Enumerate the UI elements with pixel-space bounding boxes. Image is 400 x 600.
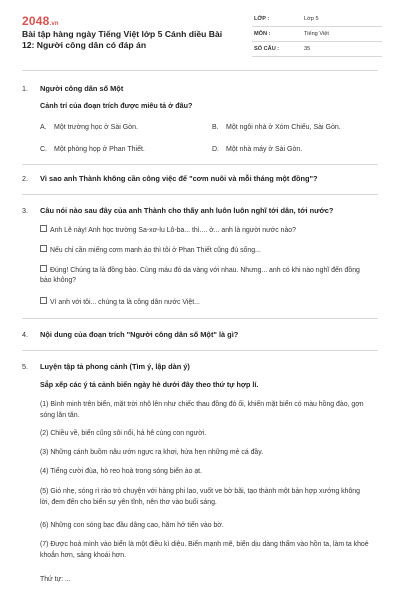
option-b[interactable]: B. Một ngôi nhà ở Xóm Chiếu, Sài Gòn.	[212, 124, 341, 131]
question-number: 3.	[22, 206, 28, 215]
checkbox-option[interactable]: Nếu chỉ cần miếng cơm manh áo thì tôi ở Phan Thiết cũng đủ sống...	[40, 245, 370, 256]
answer-prompt[interactable]: Thứ tự: ...	[40, 576, 71, 583]
question-title: Người công dân số Một	[40, 84, 124, 93]
paragraph-item: (2) Chiều về, biển cũng sôi nổi, hả hê cùng con người.	[40, 430, 207, 437]
question-number: 1.	[22, 84, 28, 93]
logo-suffix: .vn	[49, 21, 59, 27]
paragraph-item: (3) Những cánh buồm nâu ướn ngực ra khơi, hứa hẹn những mẻ cá đầy.	[40, 449, 264, 456]
checkbox-icon[interactable]	[40, 225, 47, 232]
option-d[interactable]: D. Một nhà máy ở Sài Gòn.	[212, 146, 303, 153]
logo-text: 2048	[22, 14, 50, 28]
site-logo[interactable]	[22, 14, 59, 28]
checkbox-option[interactable]: Đúng! Chúng ta là đồng bào. Cùng máu đỏ da vàng với nhau. Nhưng... anh có khi nào nghĩ đến đồng bào không?	[40, 267, 360, 284]
checkbox-option[interactable]: Anh Lê này! Anh học trường Sa-xơ-lu Lô-ba... thì.... ở... anh là người nước nào?	[40, 225, 370, 236]
divider	[22, 70, 378, 71]
checkbox-icon[interactable]	[40, 297, 47, 304]
question-title: Câu nói nào sau đây của anh Thành cho thấy anh luôn luôn nghĩ tới dân, tới nước?	[40, 206, 334, 215]
question-title: Luyện tập tả phong cảnh (Tìm ý, lập dàn ý)	[40, 362, 190, 371]
paragraph-item: (1) Bình minh trên biển, mặt trời nhô lên như chiếc thau đồng đỏ ối, khiến mặt biển có màu hồng đào, gợn sóng lăn tăn.	[40, 401, 364, 419]
meta-row-grade	[252, 12, 382, 27]
option-c[interactable]: C. Một phòng họp ở Phan Thiết.	[40, 146, 145, 153]
meta-value: Tiếng Việt	[304, 31, 329, 37]
meta-row-count	[252, 42, 382, 57]
divider	[22, 318, 378, 319]
question-number: 5.	[22, 362, 28, 371]
divider	[22, 164, 378, 165]
meta-value: Lớp 5	[304, 16, 319, 22]
option-a[interactable]: A. Một trường học ở Sài Gòn.	[40, 124, 138, 131]
meta-value: 35	[304, 46, 311, 52]
question-title: Vì sao anh Thành không cần công việc để "cơm nuôi và mỗi tháng một đồng"?	[40, 174, 318, 183]
meta-key: SỐ CÂU :	[254, 46, 280, 52]
question-title: Nội dung của đoạn trích "Người công dân số Một" là gì?	[40, 330, 239, 339]
meta-row-subject	[252, 27, 382, 42]
document-header	[22, 12, 382, 58]
paragraph-item: (6) Những con sóng bạc đầu dâng cao, hăm hở tiến vào bờ.	[40, 522, 224, 529]
question-number: 4.	[22, 330, 28, 339]
divider	[22, 350, 378, 351]
meta-table	[252, 12, 382, 57]
checkbox-icon[interactable]	[40, 245, 47, 252]
meta-key: MÔN :	[254, 31, 271, 37]
checkbox-icon[interactable]	[40, 265, 47, 272]
question-prompt: Sắp xếp các ý tả cảnh biển ngày hè dưới đây theo thứ tự hợp lí.	[40, 380, 259, 389]
question-prompt: Cảnh trí của đoạn trích được miêu tả ở đâu?	[40, 101, 193, 110]
divider	[22, 194, 378, 195]
document-title: Bài tập hàng ngày Tiếng Việt lớp 5 Cánh diều Bài 12: Người công dân có đáp án	[22, 29, 223, 50]
paragraph-item: (4) Tiếng cười đùa, hò reo hoà trong sóng biển ào ạt.	[40, 468, 202, 475]
meta-key: LỚP :	[254, 16, 270, 22]
checkbox-option[interactable]: Vì anh với tôi... chúng ta là công dân nước Việt...	[40, 297, 370, 308]
question-number: 2.	[22, 174, 28, 183]
paragraph-item: (7) Được hoà mình vào biển là một điều kì diệu. Biển mạnh mẽ, biển dịu dàng thấm vào hồn ta, làm ta khoẻ khoắn hơn, sảng khoái hơn.	[40, 541, 369, 559]
paragraph-item: (5) Gió nhẹ, sóng rì rào trò chuyện với hàng phi lao, vuốt ve bờ bãi, tạo thành một bản hợp xướng không lời, đem đến cho biển sự yên tĩnh, nên thơ vào buổi sáng.	[40, 488, 360, 506]
